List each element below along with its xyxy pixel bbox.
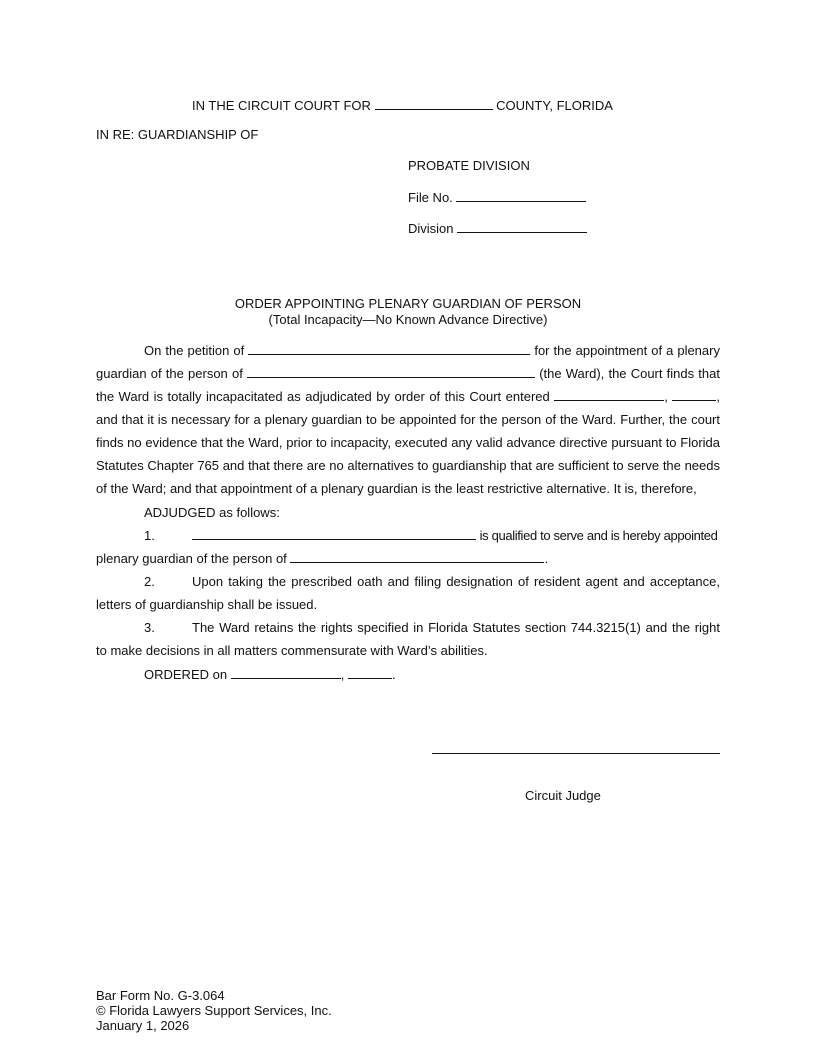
item-1-text-2: plenary guardian of the person of: [96, 551, 287, 566]
item-3-text: The Ward retains the rights specified in Florida Statutes section 744.3215(1) and the right to make decisions in all matters commensurate with Ward’s abilities.: [96, 620, 720, 658]
file-no-label: File No.: [408, 190, 453, 205]
division-field: [408, 220, 587, 237]
division-blank: [457, 220, 587, 233]
file-no-blank: [456, 189, 586, 202]
footer-copyright: © Florida Lawyers Support Services, Inc.: [96, 1003, 332, 1018]
item-1-line-2: plenary guardian of the person of .: [96, 551, 549, 566]
footer-date: January 1, 2026: [96, 1018, 190, 1033]
entered-date-blank: [554, 388, 664, 401]
signature-line: [432, 753, 720, 754]
ordered-text: ORDERED on: [144, 667, 228, 682]
in-re-caption: IN RE: GUARDIANSHIP OF: [96, 127, 259, 142]
court-finds-text: (the Ward), the Court finds that: [539, 366, 720, 381]
appointment-text: for the appointment of a plenary: [534, 343, 720, 358]
item-2: [96, 570, 720, 616]
document-subtitle: (Total Incapacity—No Known Advance Directive): [268, 312, 548, 327]
findings-line-1: [96, 339, 720, 362]
findings-line-2: [96, 362, 720, 385]
item-1-line-1: [96, 524, 720, 547]
item-3: [96, 616, 720, 662]
guardian-name-blank: [192, 527, 476, 540]
incapacity-text: the Ward is totally incapacitated as adjudicated by order of this Court entered: [96, 389, 550, 404]
court-heading: [192, 97, 613, 114]
petitioner-blank: [248, 342, 530, 355]
document-title: ORDER APPOINTING PLENARY GUARDIAN OF PERSON: [234, 296, 582, 311]
findings-line-3: the Ward is totally incapacitated as adjudicated by order of this Court entered , ,: [96, 389, 720, 404]
ward-name-blank: [247, 365, 535, 378]
item-1-number: 1.: [144, 528, 155, 543]
item-1-text: is qualified to serve and is hereby appointed: [479, 528, 718, 543]
circuit-judge-label: Circuit Judge: [525, 788, 601, 803]
findings-line-rest: and that it is necessary for a plenary guardian to be appointed for the person of the Ward. Further, the court finds no evidence that the Ward, prior to incapacity, executed any valid advance directive pursuant to Florida Statutes Chapter 765 and that there are no alternatives to guardianship that are sufficient to serve the needs of the Ward; and that appointment of a plenary guardian is the least restrictive alternative. It is, therefore,: [96, 412, 720, 496]
findings-paragraph: [96, 339, 720, 500]
county-blank: [375, 97, 493, 110]
ordered-year-blank: [348, 666, 392, 679]
item-3-number: 3.: [144, 620, 155, 635]
guardian-of-text: guardian of the person of: [96, 366, 243, 381]
division-label: Division: [408, 221, 454, 236]
item-2-number: 2.: [144, 574, 155, 589]
entered-year-blank: [672, 388, 716, 401]
ordered-date-blank: [231, 666, 341, 679]
probate-division: PROBATE DIVISION: [408, 158, 530, 173]
court-prefix: IN THE CIRCUIT COURT FOR: [192, 98, 371, 113]
file-number: [408, 189, 586, 206]
item-2-line: [96, 570, 720, 616]
item-1: [96, 524, 720, 570]
ward-person-blank: [290, 550, 544, 563]
footer-form-no: Bar Form No. G-3.064: [96, 988, 225, 1003]
adjudged-heading: ADJUDGED as follows:: [144, 505, 280, 520]
item-3-line: [96, 616, 720, 662]
court-suffix: COUNTY, FLORIDA: [496, 98, 613, 113]
ordered-line: ORDERED on , .: [144, 667, 396, 682]
petition-text: On the petition of: [144, 343, 245, 358]
item-2-text: Upon taking the prescribed oath and filing designation of resident agent and acceptance, letters of guardianship shall be issued.: [96, 574, 720, 612]
